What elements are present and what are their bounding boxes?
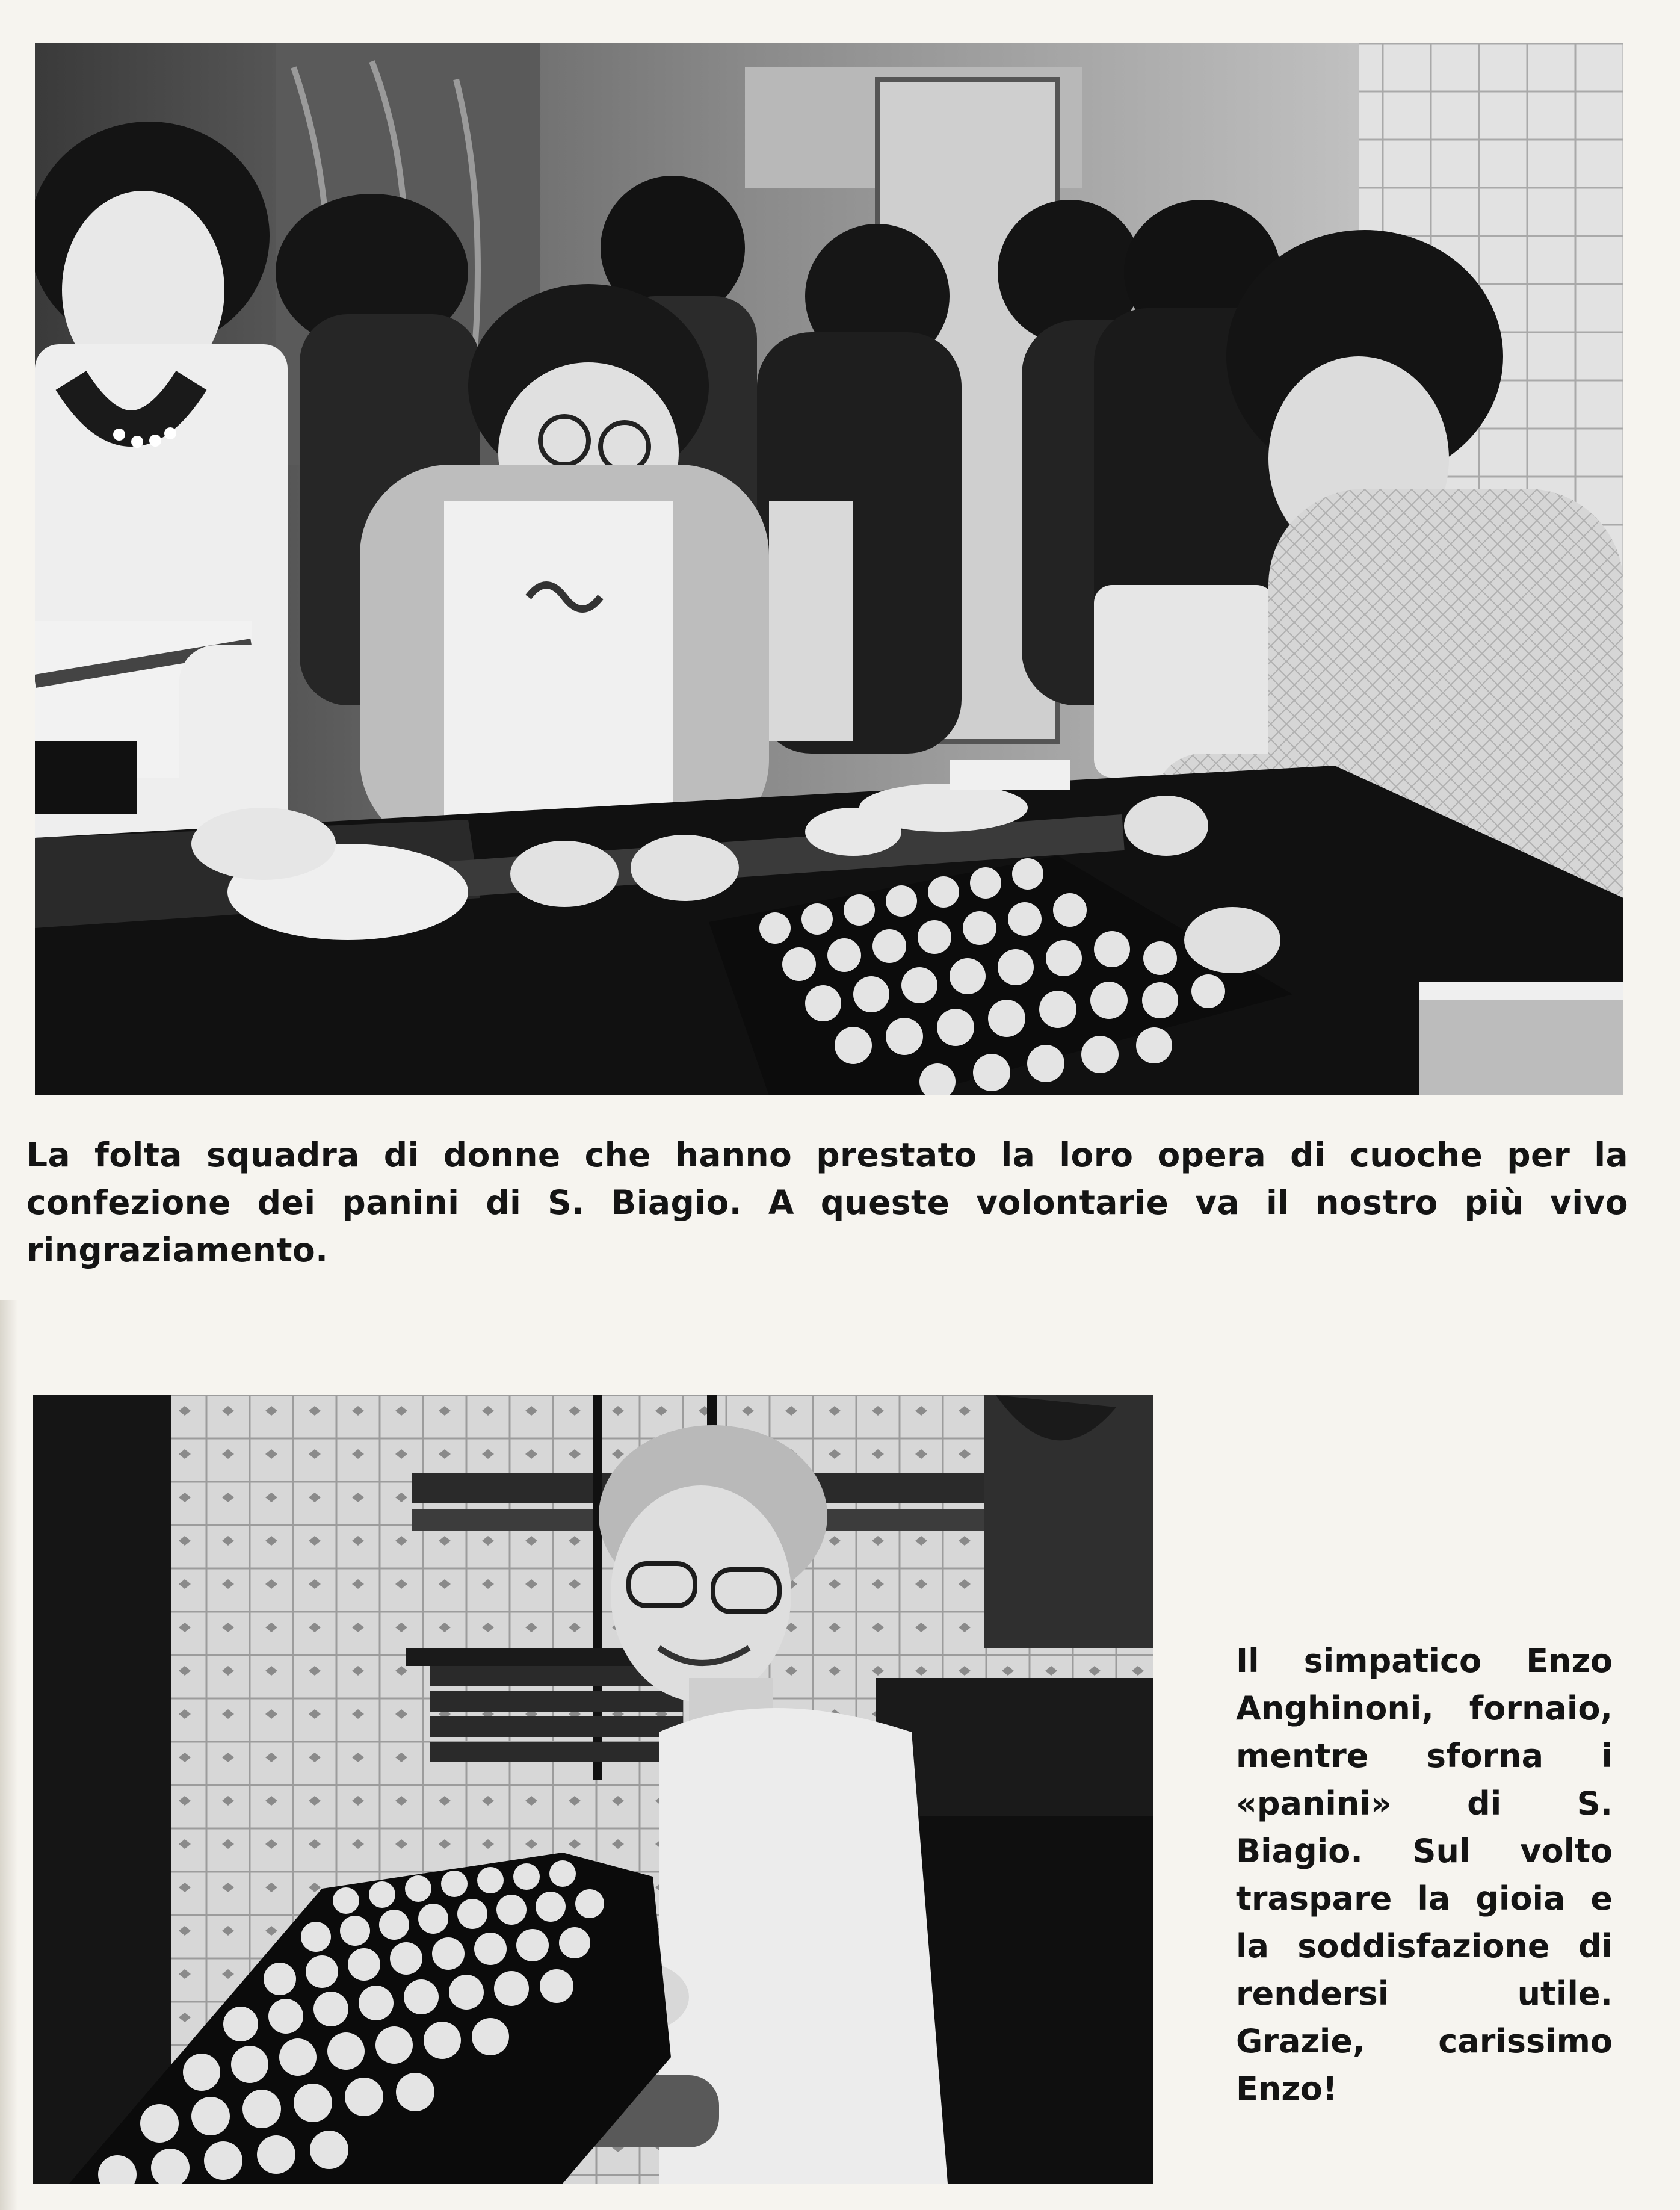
page-binding-shadow xyxy=(0,1300,18,2210)
baker-enzo-photo xyxy=(33,1395,1153,2184)
bakery-women-illustration xyxy=(35,43,1623,1095)
baker-enzo-illustration xyxy=(33,1395,1153,2184)
baker-enzo-caption: Il simpatico Enzo Anghinoni, fornaio, mentre sforna i «panini» di S. Biagio. Sul volto traspare la gioia e la soddisfazione di rendersi utile. Grazie, carissimo Enzo! xyxy=(1236,1642,1613,2108)
women-volunteers-caption: La folta squadra di donne che hanno prestato la loro opera di cuoche per la confezione dei panini di S. Biagio. A queste volontarie va il nostro più vivo ringraziamento. xyxy=(26,1136,1628,1269)
bakery-women-photo xyxy=(35,43,1623,1095)
